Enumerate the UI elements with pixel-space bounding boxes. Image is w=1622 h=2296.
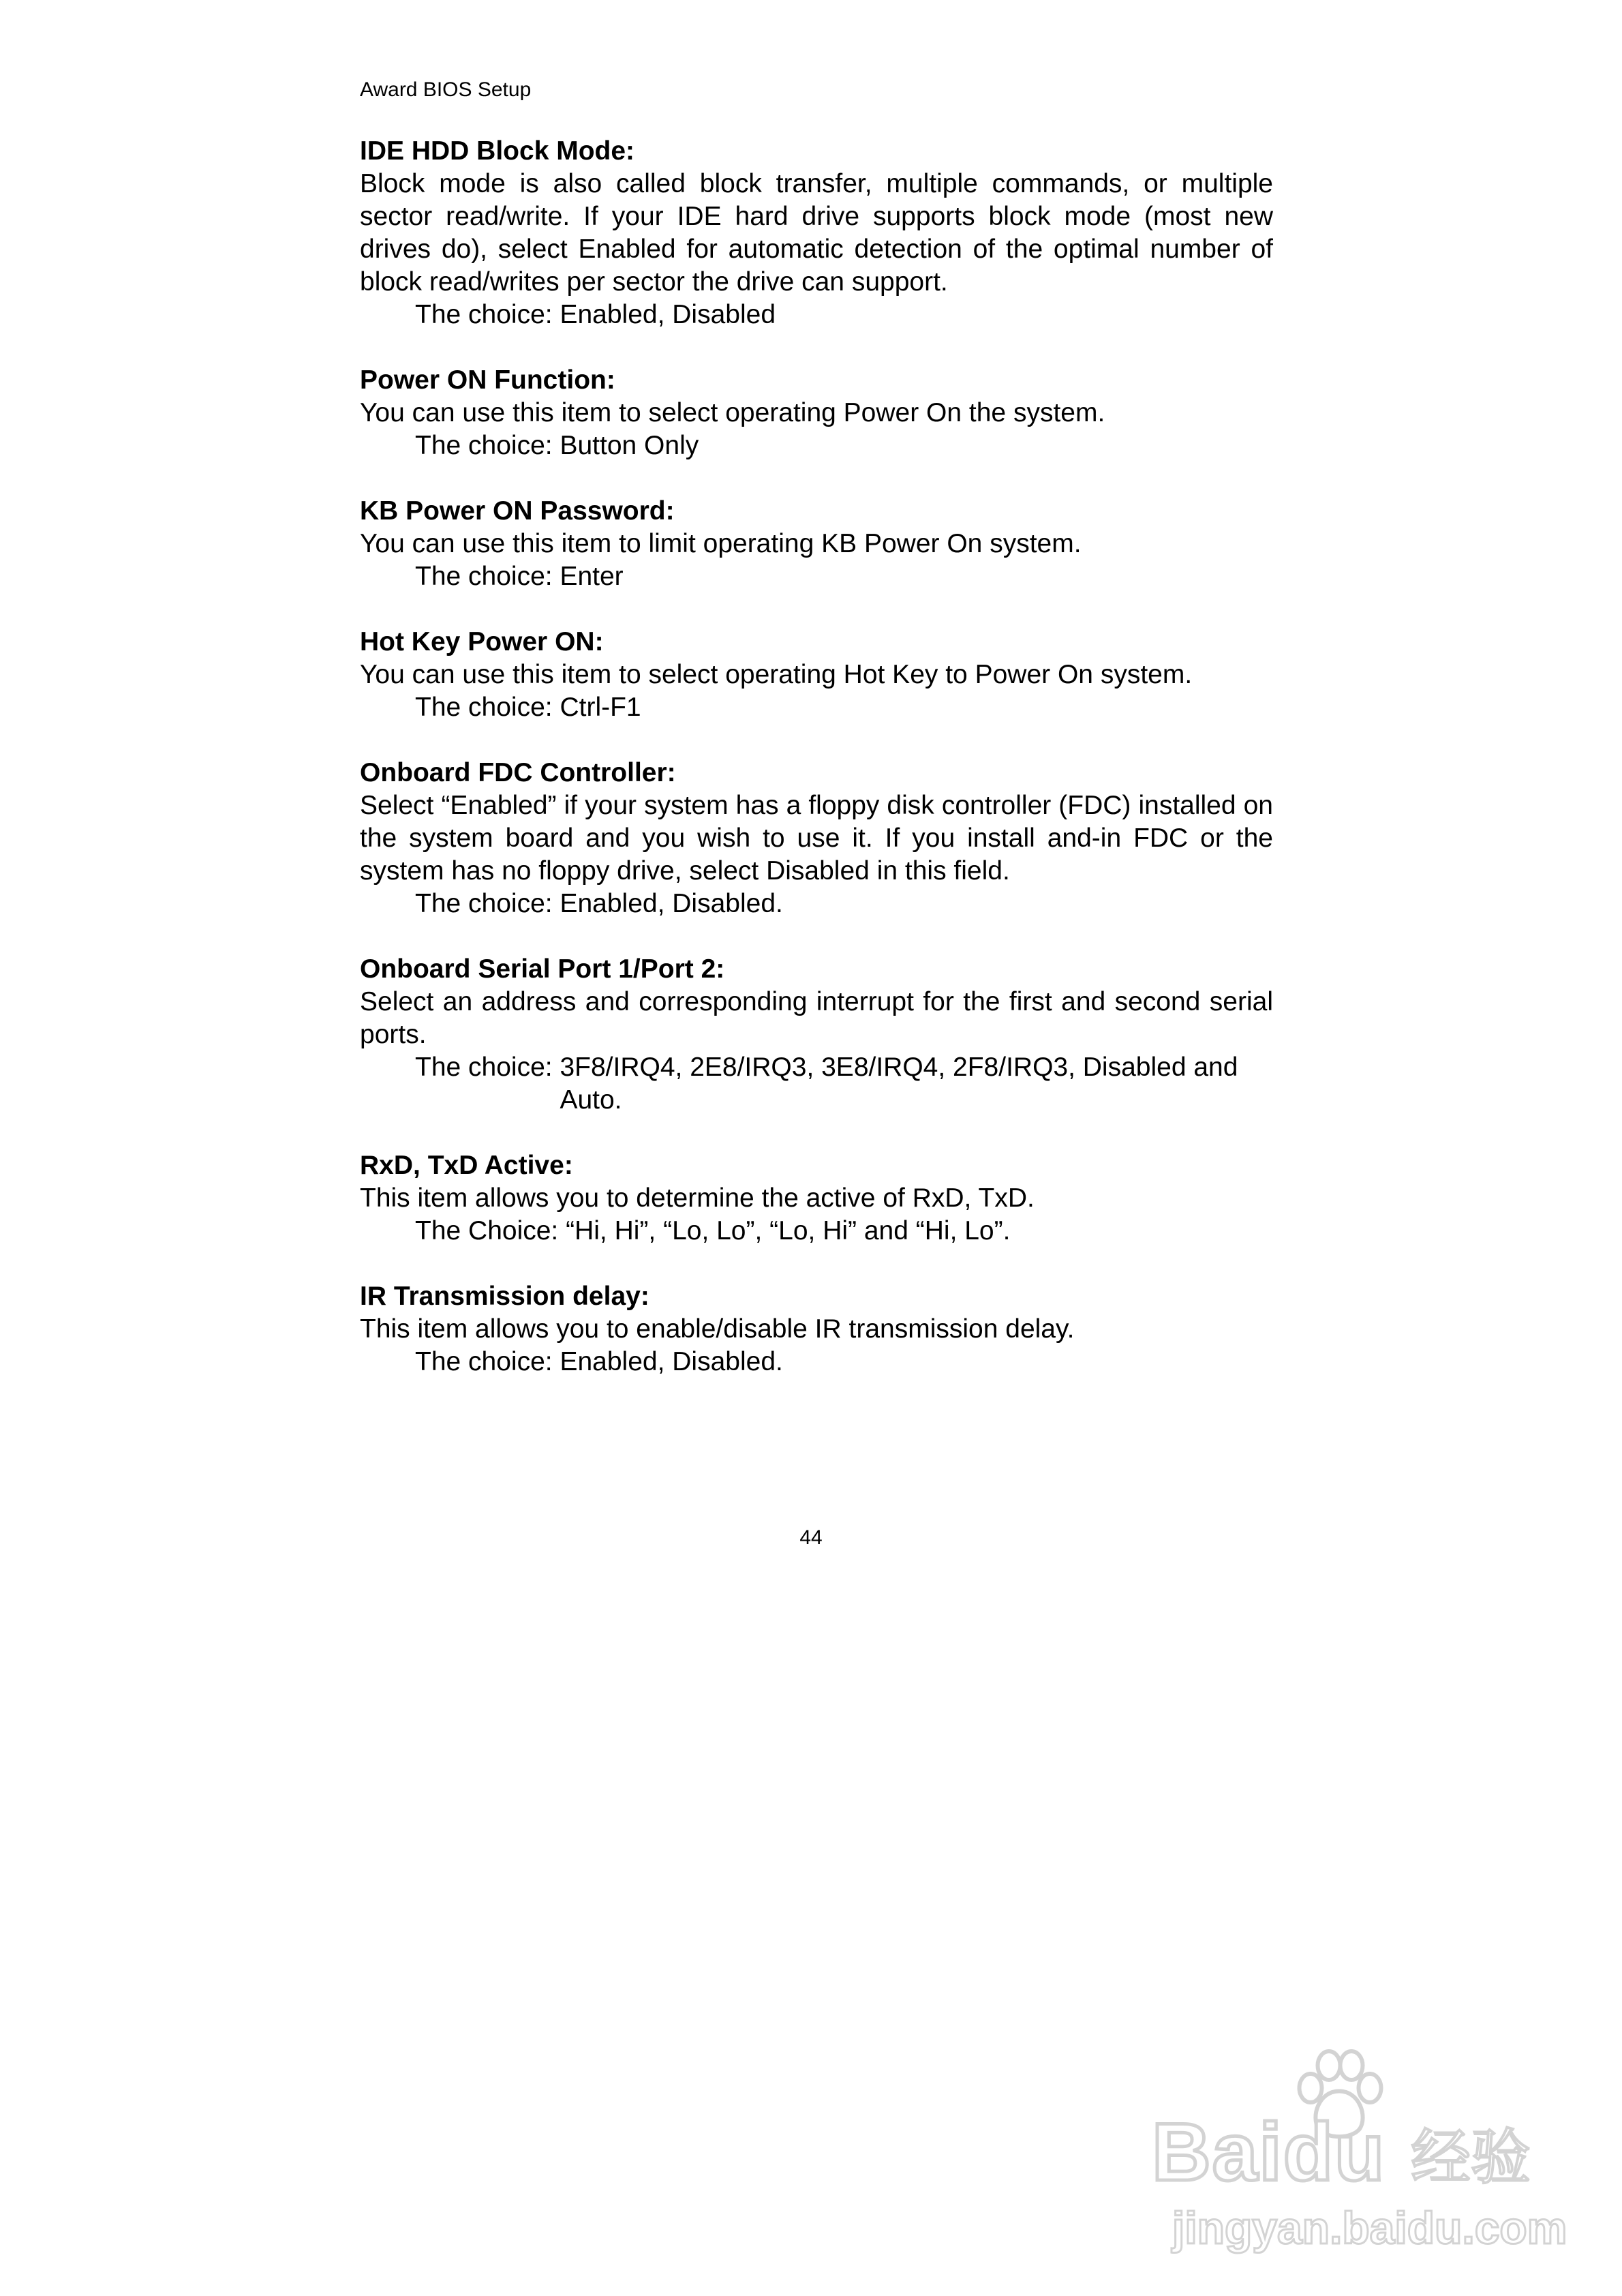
section-description: Select an address and corresponding interrupt for the first and second serial ports. (360, 987, 1273, 1049)
choice-label: The choice: (415, 1347, 560, 1376)
choice-line (415, 691, 1273, 724)
choice-value: Enabled, Disabled (560, 300, 776, 329)
running-header: Award BIOS Setup (360, 78, 532, 101)
baidu-jingyan-watermark (1152, 2045, 1567, 2263)
section-onboard-serial-port (360, 953, 1273, 1117)
section-heading: Hot Key Power ON: (360, 627, 604, 656)
page-number: 44 (799, 1526, 823, 1549)
section-heading: Power ON Function: (360, 365, 615, 395)
choice-line (415, 1051, 1273, 1117)
section-description: You can use this item to select operating Hot Key to Power On system. (360, 660, 1193, 689)
choice-value: Button Only (560, 431, 699, 460)
document-body (360, 135, 1273, 1411)
choice-value: Enter (560, 562, 624, 591)
choice-line (415, 429, 1273, 462)
section-description: You can use this item to select operating Power On the system. (360, 398, 1105, 427)
section-description: Select “Enabled” if your system has a floppy disk controller (FDC) installed on the system board and you wish to use it. If you install and-in FDC or the system has no floppy drive, select Disabled in this field. (360, 791, 1273, 886)
choice-line (415, 299, 1273, 331)
watermark-chinese: 经验 (1411, 2124, 1531, 2191)
section-heading: Onboard FDC Controller: (360, 758, 676, 787)
section-power-on-function (360, 364, 1273, 462)
choice-label: The choice: (415, 889, 560, 918)
section-rxd-txd-active (360, 1149, 1273, 1248)
section-description: This item allows you to enable/disable IR transmission delay. (360, 1314, 1075, 1344)
section-ide-hdd-block-mode (360, 135, 1273, 331)
section-hot-key-power-on (360, 626, 1273, 724)
section-description: You can use this item to limit operating KB Power On system. (360, 529, 1082, 558)
choice-label: The choice: (415, 431, 560, 460)
watermark-brand: Baidu (1152, 2106, 1386, 2198)
choice-value: 3F8/IRQ4, 2E8/IRQ3, 3E8/IRQ4, 2F8/IRQ3, Disabled and Auto. (560, 1053, 1238, 1115)
section-heading: RxD, TxD Active: (360, 1151, 573, 1180)
section-onboard-fdc-controller (360, 757, 1273, 920)
watermark-url: jingyan.baidu.com (1172, 2203, 1567, 2253)
section-heading: IDE HDD Block Mode: (360, 136, 635, 166)
section-ir-transmission-delay (360, 1280, 1273, 1378)
choice-label: The choice: (415, 562, 560, 591)
section-description: Block mode is also called block transfer, multiple commands, or multiple sector read/write. If your IDE hard drive supports block mode (most new drives do), select Enabled for automatic detection of the optimal number of block read/writes per sector the drive can support. (360, 169, 1273, 297)
section-heading: Onboard Serial Port 1/Port 2: (360, 954, 725, 984)
choice-line (415, 1215, 1273, 1248)
section-heading: IR Transmission delay: (360, 1282, 649, 1311)
choice-value: Ctrl-F1 (560, 693, 641, 722)
choice-label: The choice: (415, 1053, 560, 1082)
choice-line (415, 560, 1273, 593)
section-description: This item allows you to determine the active of RxD, TxD. (360, 1183, 1035, 1213)
choice-label: The choice: (415, 693, 560, 722)
choice-value: Enabled, Disabled. (560, 1347, 783, 1376)
choice-label: The Choice: (415, 1216, 566, 1245)
choice-label: The choice: (415, 300, 560, 329)
choice-value: “Hi, Hi”, “Lo, Lo”, “Lo, Hi” and “Hi, Lo”. (566, 1216, 1011, 1245)
choice-value: Enabled, Disabled. (560, 889, 783, 918)
section-heading: KB Power ON Password: (360, 496, 675, 526)
choice-line (415, 888, 1273, 920)
section-kb-power-on-password (360, 495, 1273, 593)
choice-line (415, 1346, 1273, 1378)
